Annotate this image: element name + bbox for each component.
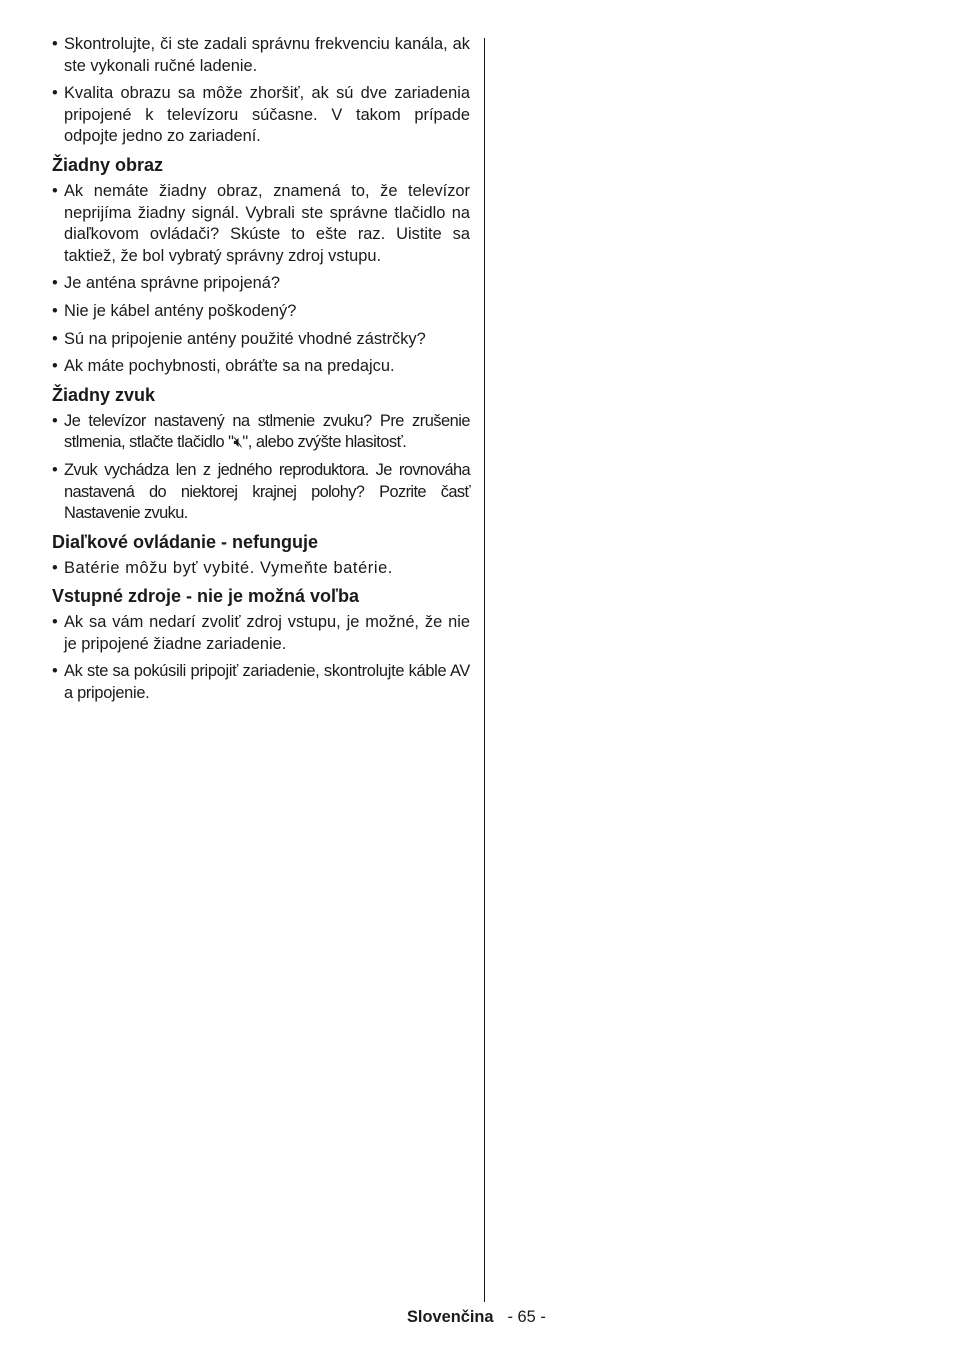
list-item: • Nie je kábel antény poškodený? — [52, 301, 470, 323]
left-column — [52, 34, 470, 711]
column-divider — [484, 38, 485, 1302]
page-number: - 65 - — [507, 1308, 546, 1326]
list-item: • Ak ste sa pokúsili pripojiť zariadenie, skontrolujte káble AV a pripojenie. — [52, 661, 470, 704]
mute-icon: 🔇︎ — [233, 434, 243, 452]
list-item — [52, 411, 470, 454]
mute-text-after: ", alebo zvýšte hlasitosť. — [242, 433, 407, 452]
list-item: • Je anténa správne pripojená? — [52, 273, 470, 295]
list-item: • Kvalita obrazu sa môže zhoršiť, ak sú dve zariadenia pripojené k televízoru súčasne. V takom prípade odpojte jedno zo zariadení. — [52, 83, 470, 148]
section-title-no-sound: Žiadny zvuk — [52, 384, 156, 405]
mute-text-before: Je televízor nastavený na stlmenie zvuku? Pre zrušenie stlmenia, stlačte tlačidlo " — [64, 411, 470, 452]
list-item: • Skontrolujte, či ste zadali správnu frekvenciu kanála, ak ste vykonali ručné ladenie. — [52, 34, 470, 77]
list-item: • Ak nemáte žiadny obraz, znamená to, že televízor neprijíma žiadny signál. Vybrali ste správne tlačidlo na diaľkovom ovládači? Skúste to ešte raz. Uistite sa taktiež, že bol vybratý správny zdroj vstupu. — [52, 181, 470, 267]
section-title-no-picture: Žiadny obraz — [52, 154, 164, 175]
section-title-input-sources: Vstupné zdroje - nie je možná voľba — [52, 586, 359, 607]
footer-language: Slovenčina — [407, 1308, 494, 1326]
list-item: • Ak máte pochybnosti, obráťte sa na predajcu. — [52, 356, 470, 378]
list-item: • Zvuk vychádza len z jedného reproduktora. Je rovnováha nastavená do niektorej krajnej polohy? Pozrite časť Nastavenie zvuku. — [52, 460, 470, 525]
list-item: • Batérie môžu byť vybité. Vymeňte batérie. — [52, 558, 470, 580]
page-footer — [407, 1306, 546, 1328]
list-item: • Ak sa vám nedarí zvoliť zdroj vstupu, je možné, že nie je pripojené žiadne zariadenie. — [52, 612, 470, 655]
list-item: • Sú na pripojenie antény použité vhodné zástrčky? — [52, 329, 470, 351]
section-title-remote: Diaľkové ovládanie - nefunguje — [52, 531, 318, 552]
